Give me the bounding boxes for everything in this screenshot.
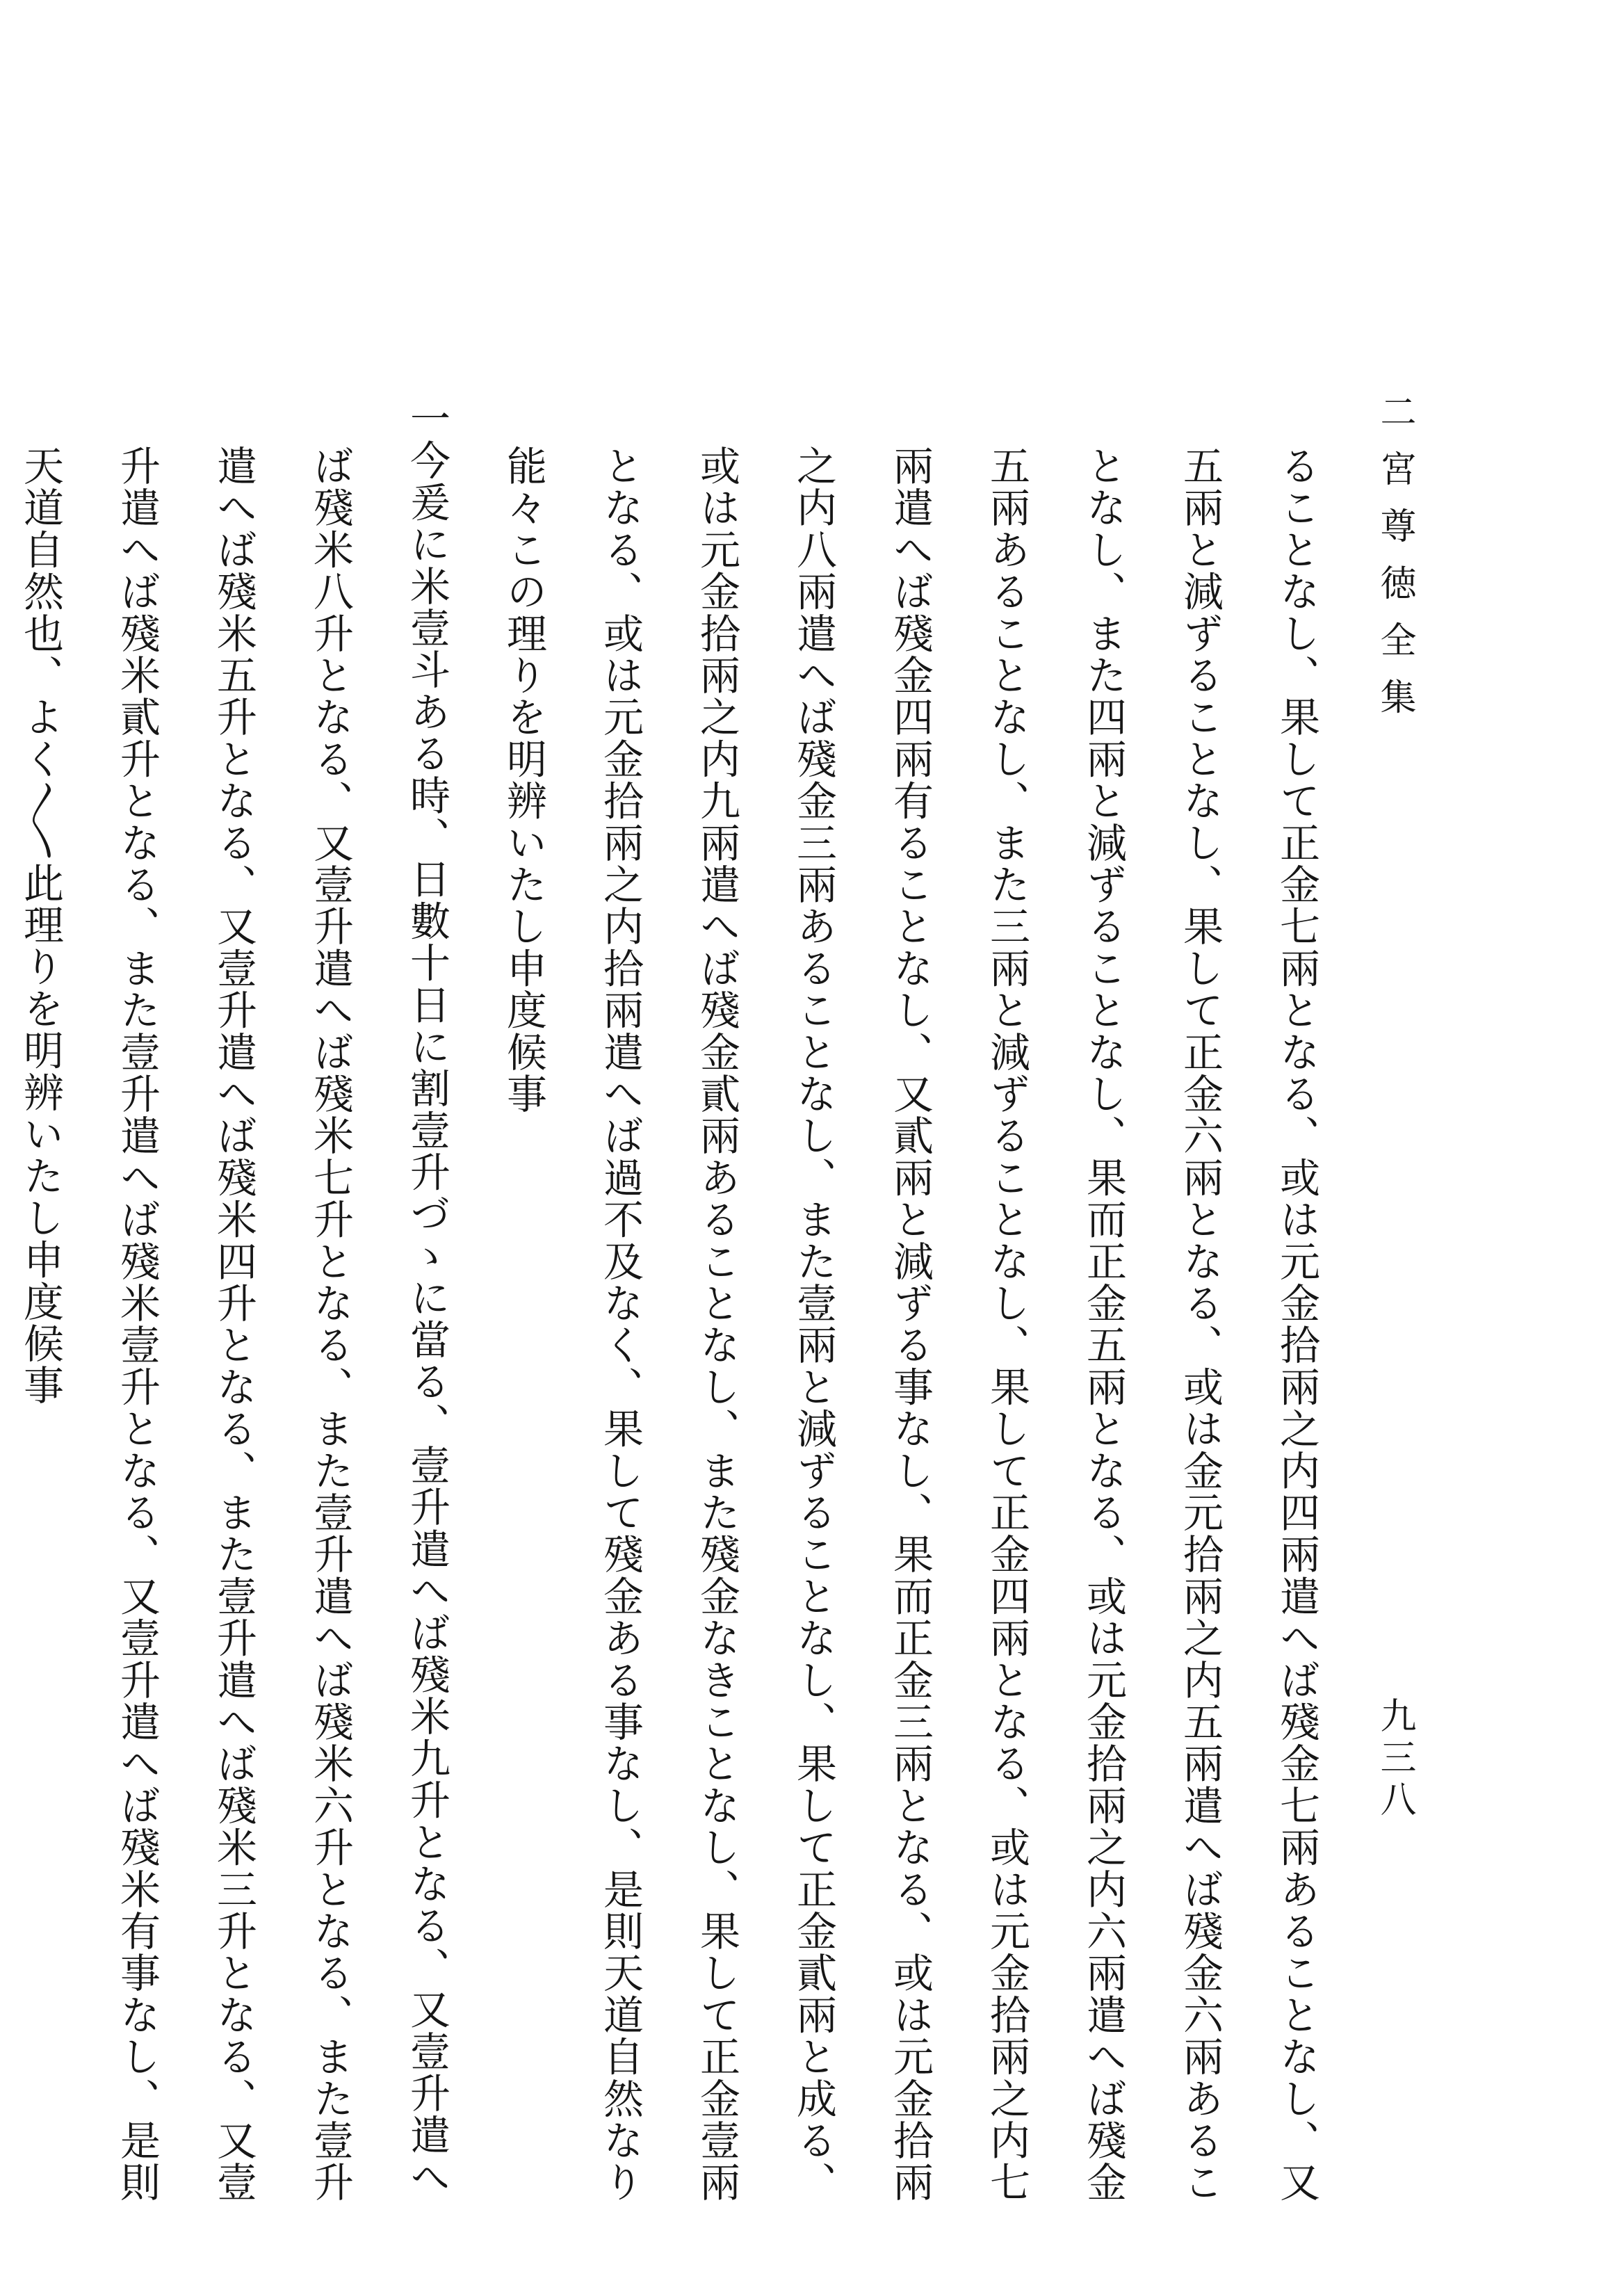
text-line: 之内八兩遣へば殘金三兩あることなし、また壹兩と減ずることなし、果して正金貳兩と成る、 <box>790 445 837 2204</box>
text-line: となる、或は元金拾兩之内拾兩遣へば過不及なく、果して殘金ある事なし、是則天道自然なり <box>596 445 644 2204</box>
text-line: 升遣へば殘米貳升となる、また壹升遣へば殘米壹升となる、又壹升遣へば殘米有事なし、是則 <box>113 445 161 2204</box>
text-line: ることなし、果して正金七兩となる、或は元金拾兩之内四兩遣へば殘金七兩あることなし、又 <box>1273 445 1320 2204</box>
running-header-title: 二宮尊徳全集 <box>1374 393 1415 735</box>
text-line: 兩遣へば殘金四兩有ることなし、又貳兩と減ずる事なし、果而正金三兩となる、或は元金拾兩 <box>886 445 934 2204</box>
text-line: 能々この理りを明辨いたし申度候事 <box>500 445 547 1115</box>
text-line: 或は元金拾兩之内九兩遣へば殘金貳兩あることなし、また殘金なきことなし、果して正金壹兩 <box>693 445 740 2204</box>
text-line: 一今爰に米壹斗ある時、日數十日に割壹升づゝに當る、壹升遣へば殘米九升となる、又壹升遣へ <box>403 398 450 2198</box>
text-line: 天道自然也、よく〳〵此理りを明辨いたし申度候事 <box>17 445 64 1407</box>
text-line: となし、また四兩と減ずることなし、果而正金五兩となる、或は元金拾兩之内六兩遣へば殘金 <box>1080 445 1127 2204</box>
page-number: 九三八 <box>1374 1697 1415 1822</box>
text-line: 遣へば殘米五升となる、又壹升遣へば殘米四升となる、また壹升遣へば殘米三升となる、又壹 <box>210 445 257 2204</box>
text-line: 五兩あることなし、また三兩と減ずることなし、果して正金四兩となる、或は元金拾兩之内七 <box>983 445 1030 2204</box>
text-line: ば殘米八升となる、又壹升遣へば殘米七升となる、また壹升遣へば殘米六升となる、また壹升 <box>307 445 354 2204</box>
text-line: 五兩と減ずることなし、果して正金六兩となる、或は金元拾兩之内五兩遣へば殘金六兩あるこ <box>1176 445 1224 2204</box>
